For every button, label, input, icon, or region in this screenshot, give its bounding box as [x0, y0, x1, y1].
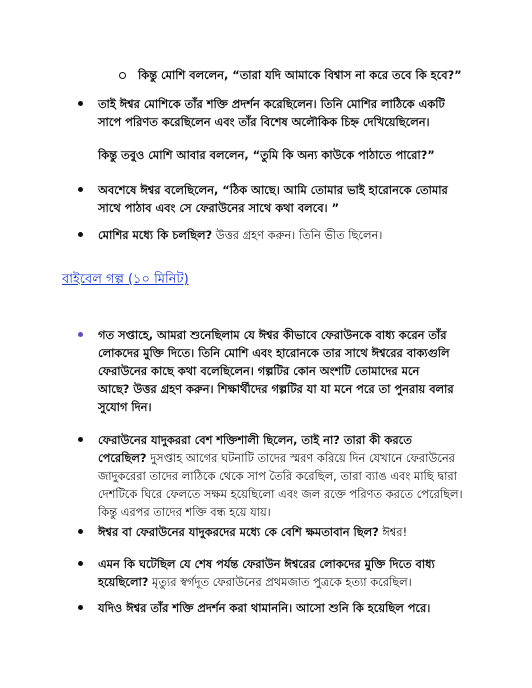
paragraph-line: অবশেষে ঈশ্বর বলেছিলেন, “ঠিক আছে। আমি তোমার ভাই হারোনকে তোমার: [98, 183, 448, 197]
answer-text: মৃত্যুর স্বর্গদূত ফেরাউনের প্রথমজাত পুত্রকে হত্যা করেছিল।: [148, 575, 412, 589]
paragraph-line: [98, 227, 382, 243]
paragraph-line: [98, 524, 407, 540]
question-text: মোশির মধ্যে কি চলছিল?: [98, 228, 213, 242]
bullet-marker: [78, 187, 83, 192]
bullet-marker: [78, 232, 83, 237]
paragraph-line: আছে? উত্তর গ্রহণ করুন। শিক্ষার্থীদের গল্পটির যা যা মনে পরে তা পুনরায় বলার: [98, 382, 454, 396]
paragraph-line: কিন্তু এরপর তাদের শক্তি বন্ধ হয়ে যায়।: [98, 505, 271, 519]
bullet-marker: [78, 332, 83, 337]
paragraph-line: সাথে পাঠাব এবং সে ফেরাউনের সাথে কথা বলবে। ”: [98, 201, 340, 215]
paragraph-line: তাই ঈশ্বর মোশিকে তাঁর শক্তি প্রদর্শন করেছিলেন। তিনি মোশির লাঠিকে একটি: [98, 97, 445, 111]
paragraph-line: [98, 574, 412, 590]
instruction-text: উত্তর গ্রহণ করুন। তিনি ভীত ছিলেন।: [212, 228, 383, 242]
paragraph-line: কিন্তু তবুও মোশি আবার বললেন, “তুমি কি অন্য কাউকে পাঠাতে পারো?”: [98, 148, 435, 162]
bullet-marker: [78, 529, 83, 534]
sub-bullet-text: কিন্তু মোশি বললেন, “তারা যদি আমাকে বিশ্বাস না করে তবে কি হবে?”: [138, 68, 462, 82]
question-text: হয়েছিলো?: [98, 575, 149, 589]
paragraph-line: এমন কি ঘটেছিল যে শেষ পর্যন্ত ফেরাউন ঈশ্বরের লোকদের মুক্তি দিতে বাধ্য: [98, 557, 435, 571]
answer-text: ঈশ্বর!: [378, 525, 408, 539]
paragraph-line: দেশটিকে ঘিরে ফেলতে সক্ষম হয়েছিলো এবং জল রক্তে পরিণত করতে পেরেছিল।: [98, 487, 463, 501]
bullet-marker: [78, 101, 83, 106]
paragraph-line: গত সপ্তাহে, আমরা শুনেছিলাম যে ঈশ্বর কীভাবে ফেরাউনকে বাধ্য করেন তাঁর: [98, 328, 447, 342]
section-heading[interactable]: বাইবেল গল্প (১০ মিনিট): [62, 272, 189, 287]
paragraph-line: লোকদের মুক্তি দিতে। তিনি মোশি এবং হারোনকে তার সাথে ঈশ্বরের বাক্যগুলি: [98, 346, 450, 360]
bullet-marker: [78, 605, 83, 610]
paragraph-line: যদিও ঈশ্বর তাঁর শক্তি প্রদর্শন করা থামাননি। আসো শুনি কি হয়েছিল পরে।: [98, 601, 431, 615]
instruction-text: দুসপ্তাহ আগের ঘটনাটি তাদের স্মরণ করিয়ে দিন যেখানে ফেরাউনের: [146, 451, 455, 465]
question-text: ঈশ্বর বা ফেরাউনের যাদুকরদের মধ্যে কে বেশি ক্ষমতাবান ছিল?: [98, 525, 379, 539]
paragraph-line: ফেরাউনের যাদুকররা বেশ শক্তিশালী ছিলেন, তাই না? তারা কী করতে: [98, 433, 412, 447]
sub-bullet-marker: [119, 72, 126, 79]
paragraph-line: ফেরাউনের কাছে কথা বলেছিলেন। গল্পটির কোন অংশটি তোমাদের মনে: [98, 364, 420, 378]
paragraph-line: জাদুকরেরা তাদের লাঠিকে থেকে সাপ তৈরি করেছিল, তারা ব্যাঙ এবং মাছি দ্বারা: [98, 469, 457, 483]
paragraph-line: [98, 450, 455, 466]
paragraph-line: সাপে পরিণত করেছিলেন এবং তাঁর বিশেষ অলৌকিক চিহ্ন দেখিয়েছিলেন।: [98, 115, 430, 129]
question-text: পেরেছিল?: [98, 451, 147, 465]
bullet-marker: [78, 437, 83, 442]
bullet-marker: [78, 561, 83, 566]
paragraph-line: সুযোগ দিন।: [98, 400, 152, 414]
